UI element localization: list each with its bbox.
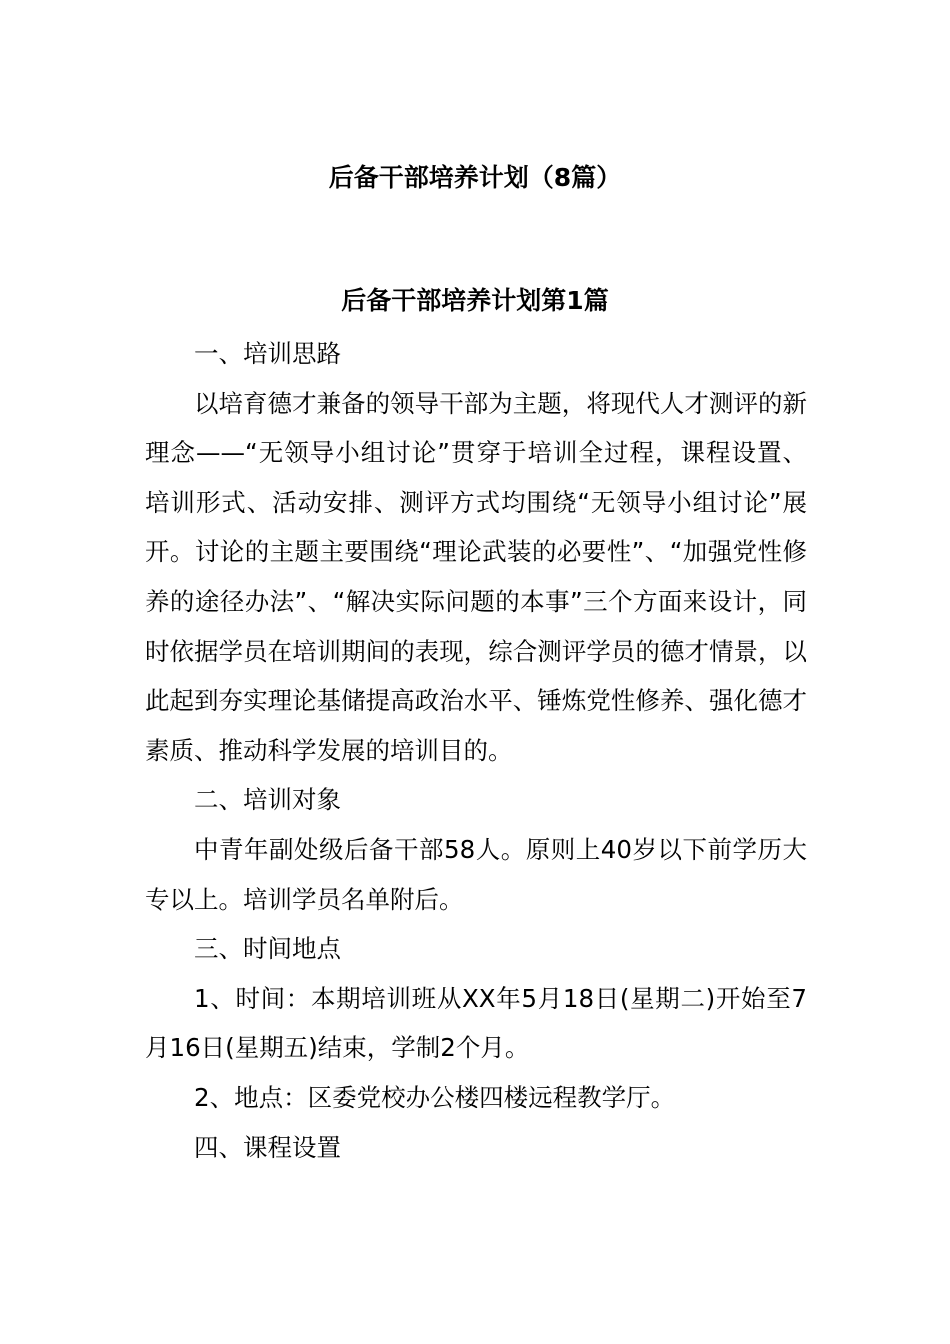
paragraph-training-targets: 中青年副处级后备干部58人。原则上40岁以下前学历大专以上。培训学员名单附后。 — [145, 834, 807, 914]
heading-training-approach: 一、培训思路 — [194, 339, 341, 368]
paragraph-training-approach: 以培育德才兼备的领导干部为主题，将现代人才测评的新理念——“无领导小组讨论”贯穿于培训全过程，课程设置、培训形式、活动安排、测评方式均围绕“无领导小组讨论”展开。讨论的主题主要围绕“理论武装的必要性”、“加强党性修养的途径办法”、“解决实际问题的本事”三个方面来设计，同时依据学员在培训期间的表现，综合测评学员的德才情景，以此起到夯实理论基储提高政治水平、锤炼党性修养、强化德才素质、推动科学发展的培训目的。 — [145, 388, 807, 765]
heading-training-targets: 二、培训对象 — [194, 785, 341, 815]
document-title: 后备干部培养计划（8篇） — [328, 163, 622, 192]
section-title: 后备干部培养计划第1篇 — [341, 286, 609, 315]
heading-time-location: 三、时间地点 — [194, 934, 341, 964]
document-body — [145, 329, 807, 1172]
paragraph-location: 2、地点：区委党校办公楼四楼远程教学厅。 — [194, 1082, 676, 1112]
heading-curriculum: 四、课程设置 — [194, 1132, 341, 1162]
paragraph-time: 1、时间：本期培训班从XX年5月18日(星期二)开始至7月16日(星期五)结束，学制2个月。 — [145, 983, 807, 1063]
